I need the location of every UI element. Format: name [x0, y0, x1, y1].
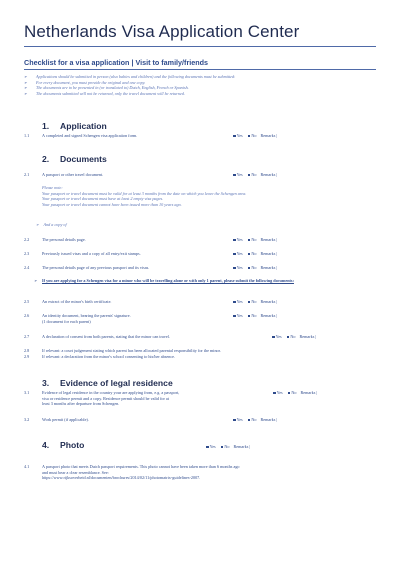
checklist-item-1-1: 1.1 A completed and signed Schengen visa application form. Yes No Remarks |: [24, 133, 378, 139]
arrow-bullet-icon: ➢: [36, 222, 40, 227]
yes-checkbox[interactable]: [272, 336, 275, 339]
arrow-bullet-icon: ➢: [24, 79, 28, 85]
subtitle-divider: [24, 69, 376, 70]
arrow-bullet-icon: ➢: [24, 85, 28, 91]
arrow-bullet-icon: ➢: [24, 74, 28, 79]
checklist-item-2-3: 2.3 Previously issued visas and a copy of all entry/exit stamps. Yes No Remarks |: [24, 251, 378, 257]
checklist-item-2-7: 2.7 A declaration of consent from both parents, stating that the minor can travel. Yes No Remarks |: [24, 334, 378, 340]
yes-checkbox[interactable]: [233, 135, 236, 138]
checklist-item-2-1: 2.1 A passport or other travel document. Yes No Remarks |: [24, 172, 378, 178]
please-note-block: Please note: Your passport or travel document must be valid for at least 3 months from the date on which you leave the Schengen area. Your passport or travel document must have at least 2 empty visa pages. Your passport or travel document cannot have been issued more than 10 years ago.: [42, 185, 247, 207]
checklist-item-2-2: 2.2 The personal details page. Yes No Remarks |: [24, 237, 378, 243]
arrow-bullet-icon: ➢: [34, 278, 38, 283]
yes-checkbox[interactable]: [206, 446, 209, 449]
remarks-field[interactable]: Remarks |: [260, 313, 278, 318]
remarks-field[interactable]: Remarks |: [260, 417, 278, 422]
no-checkbox[interactable]: [248, 315, 251, 318]
yes-checkbox[interactable]: [233, 301, 236, 304]
remarks-field[interactable]: Remarks |: [260, 237, 278, 242]
and-copy-note: ➢ And a copy of: [36, 222, 67, 227]
intro-bullet: ➢ For every document, you must provide the original and one copy.: [24, 79, 146, 85]
minor-travel-note: ➢ If you are applying for a Schengen visa for a minor who will be travelling alone or with only 1 parent, please submit the following documents:: [34, 278, 294, 283]
section-heading-legal-residence: 3. Evidence of legal residence: [42, 378, 173, 388]
no-checkbox[interactable]: [248, 135, 251, 138]
intro-bullet: ➢ The documents submitted will not be returned, only the travel document will be returned.: [24, 90, 185, 96]
checklist-item-2-6: 2.6 An identity document, bearing the parents' signature. (1 document for each parent) Yes No Remarks |: [24, 313, 378, 325]
arrow-bullet-icon: ➢: [24, 90, 28, 96]
checklist-item-2-8: 2.8 If relevant: a court judgement stating which parent has been allocated parental responsibility for the minor.: [24, 348, 221, 353]
answer-options: Yes No Remarks |: [232, 313, 280, 319]
answer-options: Yes No Remarks |: [232, 299, 280, 305]
answer-options: Yes No Remarks |: [232, 237, 280, 243]
remarks-field[interactable]: Remarks |: [260, 172, 278, 177]
section-heading-photo: 4. Photo Yes No Remarks |: [42, 440, 84, 450]
page-subtitle: Checklist for a visa application | Visit to family/friends: [24, 58, 209, 67]
answer-options: Yes No Remarks |: [232, 417, 280, 423]
yes-checkbox[interactable]: [233, 239, 236, 242]
no-checkbox[interactable]: [248, 253, 251, 256]
remarks-field[interactable]: Remarks |: [260, 251, 278, 256]
answer-options: Yes No Remarks |: [232, 172, 280, 178]
intro-bullet: ➢ The documents are to be presented in (or translated to) Dutch, English, French or Spanish.: [24, 85, 189, 91]
section-heading-application: 1. Application: [42, 121, 107, 131]
answer-options: Yes No Remarks |: [272, 390, 320, 396]
title-divider: [24, 46, 376, 47]
remarks-field[interactable]: Remarks |: [300, 390, 318, 395]
remarks-field[interactable]: Remarks |: [260, 265, 278, 270]
page-title: Netherlands Visa Application Center: [24, 22, 300, 41]
yes-checkbox[interactable]: [233, 174, 236, 177]
intro-bullet-list: [24, 74, 376, 96]
remarks-field[interactable]: Remarks |: [233, 444, 251, 449]
answer-options: Yes No Remarks |: [232, 265, 280, 271]
answer-options: Yes No Remarks |: [232, 133, 280, 139]
answer-options: Yes No Remarks |: [232, 251, 280, 257]
section-heading-documents: 2. Documents: [42, 154, 107, 164]
no-checkbox[interactable]: [248, 301, 251, 304]
yes-checkbox[interactable]: [233, 253, 236, 256]
checklist-item-2-4: 2.4 The personal details page of any previous passport and its visas. Yes No Remarks |: [24, 265, 378, 271]
checklist-item-4-1: 4.1 A passport photo that meets Dutch passport requirements. This photo cannot have been taken more than 6 months ago and must bear a clear resemblance. See: https://www.rijksoverheid.nl/documenten/brochures/2014/02/11/photomatrix-guidelines-2007.: [24, 464, 240, 481]
checklist-item-3-2: 3.2 Work permit (if applicable). Yes No Remarks |: [24, 417, 378, 423]
no-checkbox[interactable]: [288, 392, 291, 395]
no-checkbox[interactable]: [287, 336, 290, 339]
checklist-item-3-1: 3.1 Evidence of legal residence in the country your are applying from, e.g. a passport, visa or residence permit and a copy. Residence permit should be valid for at least 3 months after departure from Schengen. Yes No Remarks |: [24, 390, 378, 407]
yes-checkbox[interactable]: [273, 392, 276, 395]
checklist-item-2-9: 2.9 If relevant: a declaration from the minor's school consenting to his/her absence.: [24, 354, 176, 359]
no-checkbox[interactable]: [248, 419, 251, 422]
checklist-item-2-5: 2.5 An extract of the minor's birth certificate. Yes No Remarks |: [24, 299, 378, 305]
no-checkbox[interactable]: [221, 446, 224, 449]
no-checkbox[interactable]: [248, 174, 251, 177]
remarks-field[interactable]: Remarks |: [260, 133, 278, 138]
no-checkbox[interactable]: [248, 239, 251, 242]
yes-checkbox[interactable]: [233, 419, 236, 422]
intro-bullet: ➢ Applications should be submitted in person (also babies and children) and the following documents must be submitted:: [24, 74, 236, 79]
answer-options: Yes No Remarks |: [205, 444, 253, 449]
yes-checkbox[interactable]: [233, 267, 236, 270]
yes-checkbox[interactable]: [233, 315, 236, 318]
no-checkbox[interactable]: [248, 267, 251, 270]
answer-options: Yes No Remarks |: [271, 334, 319, 340]
remarks-field[interactable]: Remarks |: [299, 334, 317, 339]
remarks-field[interactable]: Remarks |: [260, 299, 278, 304]
